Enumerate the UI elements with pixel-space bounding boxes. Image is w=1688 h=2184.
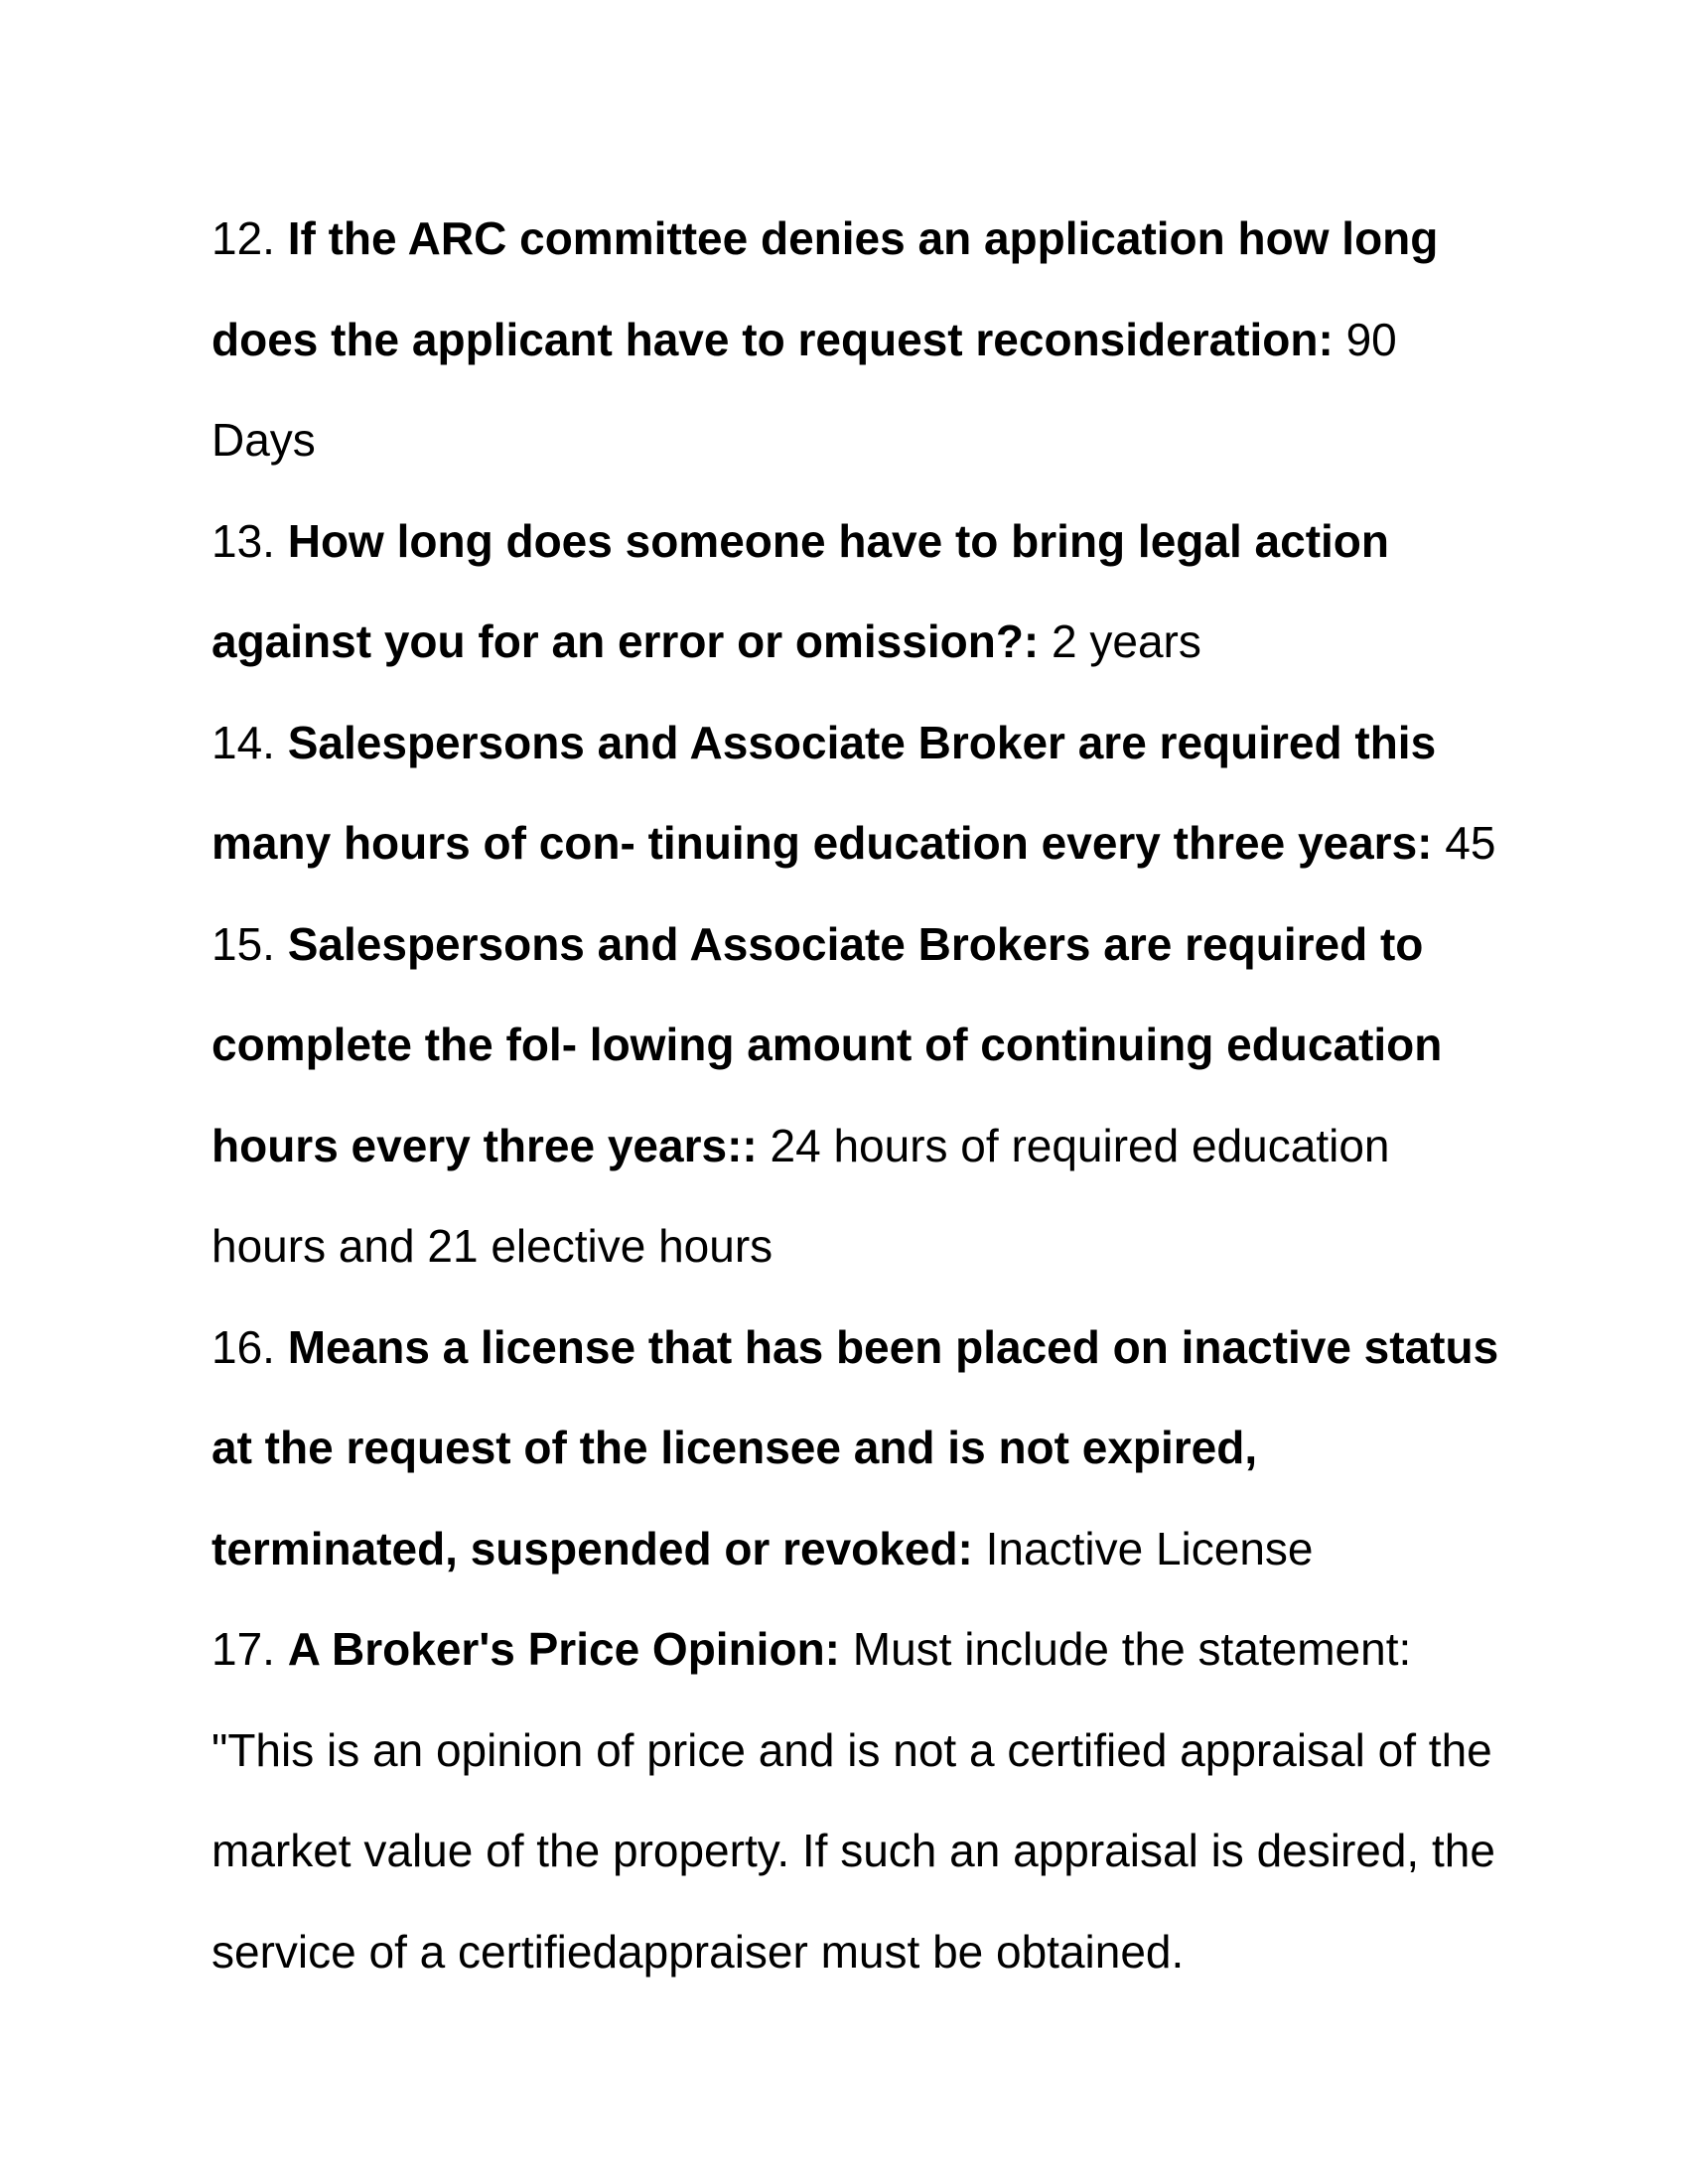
answer-text: 2 years — [1052, 615, 1201, 667]
item-number: 13. — [211, 514, 275, 567]
document-page — [211, 189, 1502, 2002]
question-text: A Broker's Price Opinion: — [287, 1623, 840, 1675]
flashcard-item-17 — [211, 1599, 1502, 2002]
item-number: 15. — [211, 917, 275, 970]
question-text: Salespersons and Associate Broker are required this many hours of con- tinuing education every three years: — [211, 716, 1437, 869]
flashcard-item-13 — [211, 491, 1502, 693]
question-text: Salespersons and Associate Brokers are required to complete the fol- lowing amount of continuing education hours every three years:: — [211, 917, 1443, 1171]
question-text: How long does someone have to bring legal action against you for an error or omission?: — [211, 514, 1389, 667]
item-number: 12. — [211, 212, 275, 264]
item-number: 16. — [211, 1320, 275, 1373]
flashcard-item-15 — [211, 894, 1502, 1297]
question-text: If the ARC committee denies an application how long does the applicant have to request reconsideration: — [211, 212, 1439, 365]
question-text: Means a license that has been placed on inactive status at the request of the licensee and is not expired, terminated, suspended or revoked: — [211, 1320, 1499, 1574]
item-number: 17. — [211, 1623, 275, 1675]
flashcard-item-14 — [211, 693, 1502, 894]
item-number: 14. — [211, 716, 275, 768]
answer-text: 45 — [1445, 817, 1496, 869]
answer-text: 90 Days — [211, 313, 1397, 466]
answer-text: Inactive License — [985, 1522, 1314, 1574]
flashcard-item-16 — [211, 1297, 1502, 1600]
answer-text: Must include the statement: "This is an opinion of price and is not a certified appraisal of the market value of the property. If such an appraisal is desired, the service of a certifiedappraiser must be obtained. — [211, 1623, 1495, 1978]
flashcard-item-12 — [211, 189, 1502, 491]
answer-text: 24 hours of required education hours and 21 elective hours — [211, 1119, 1390, 1272]
